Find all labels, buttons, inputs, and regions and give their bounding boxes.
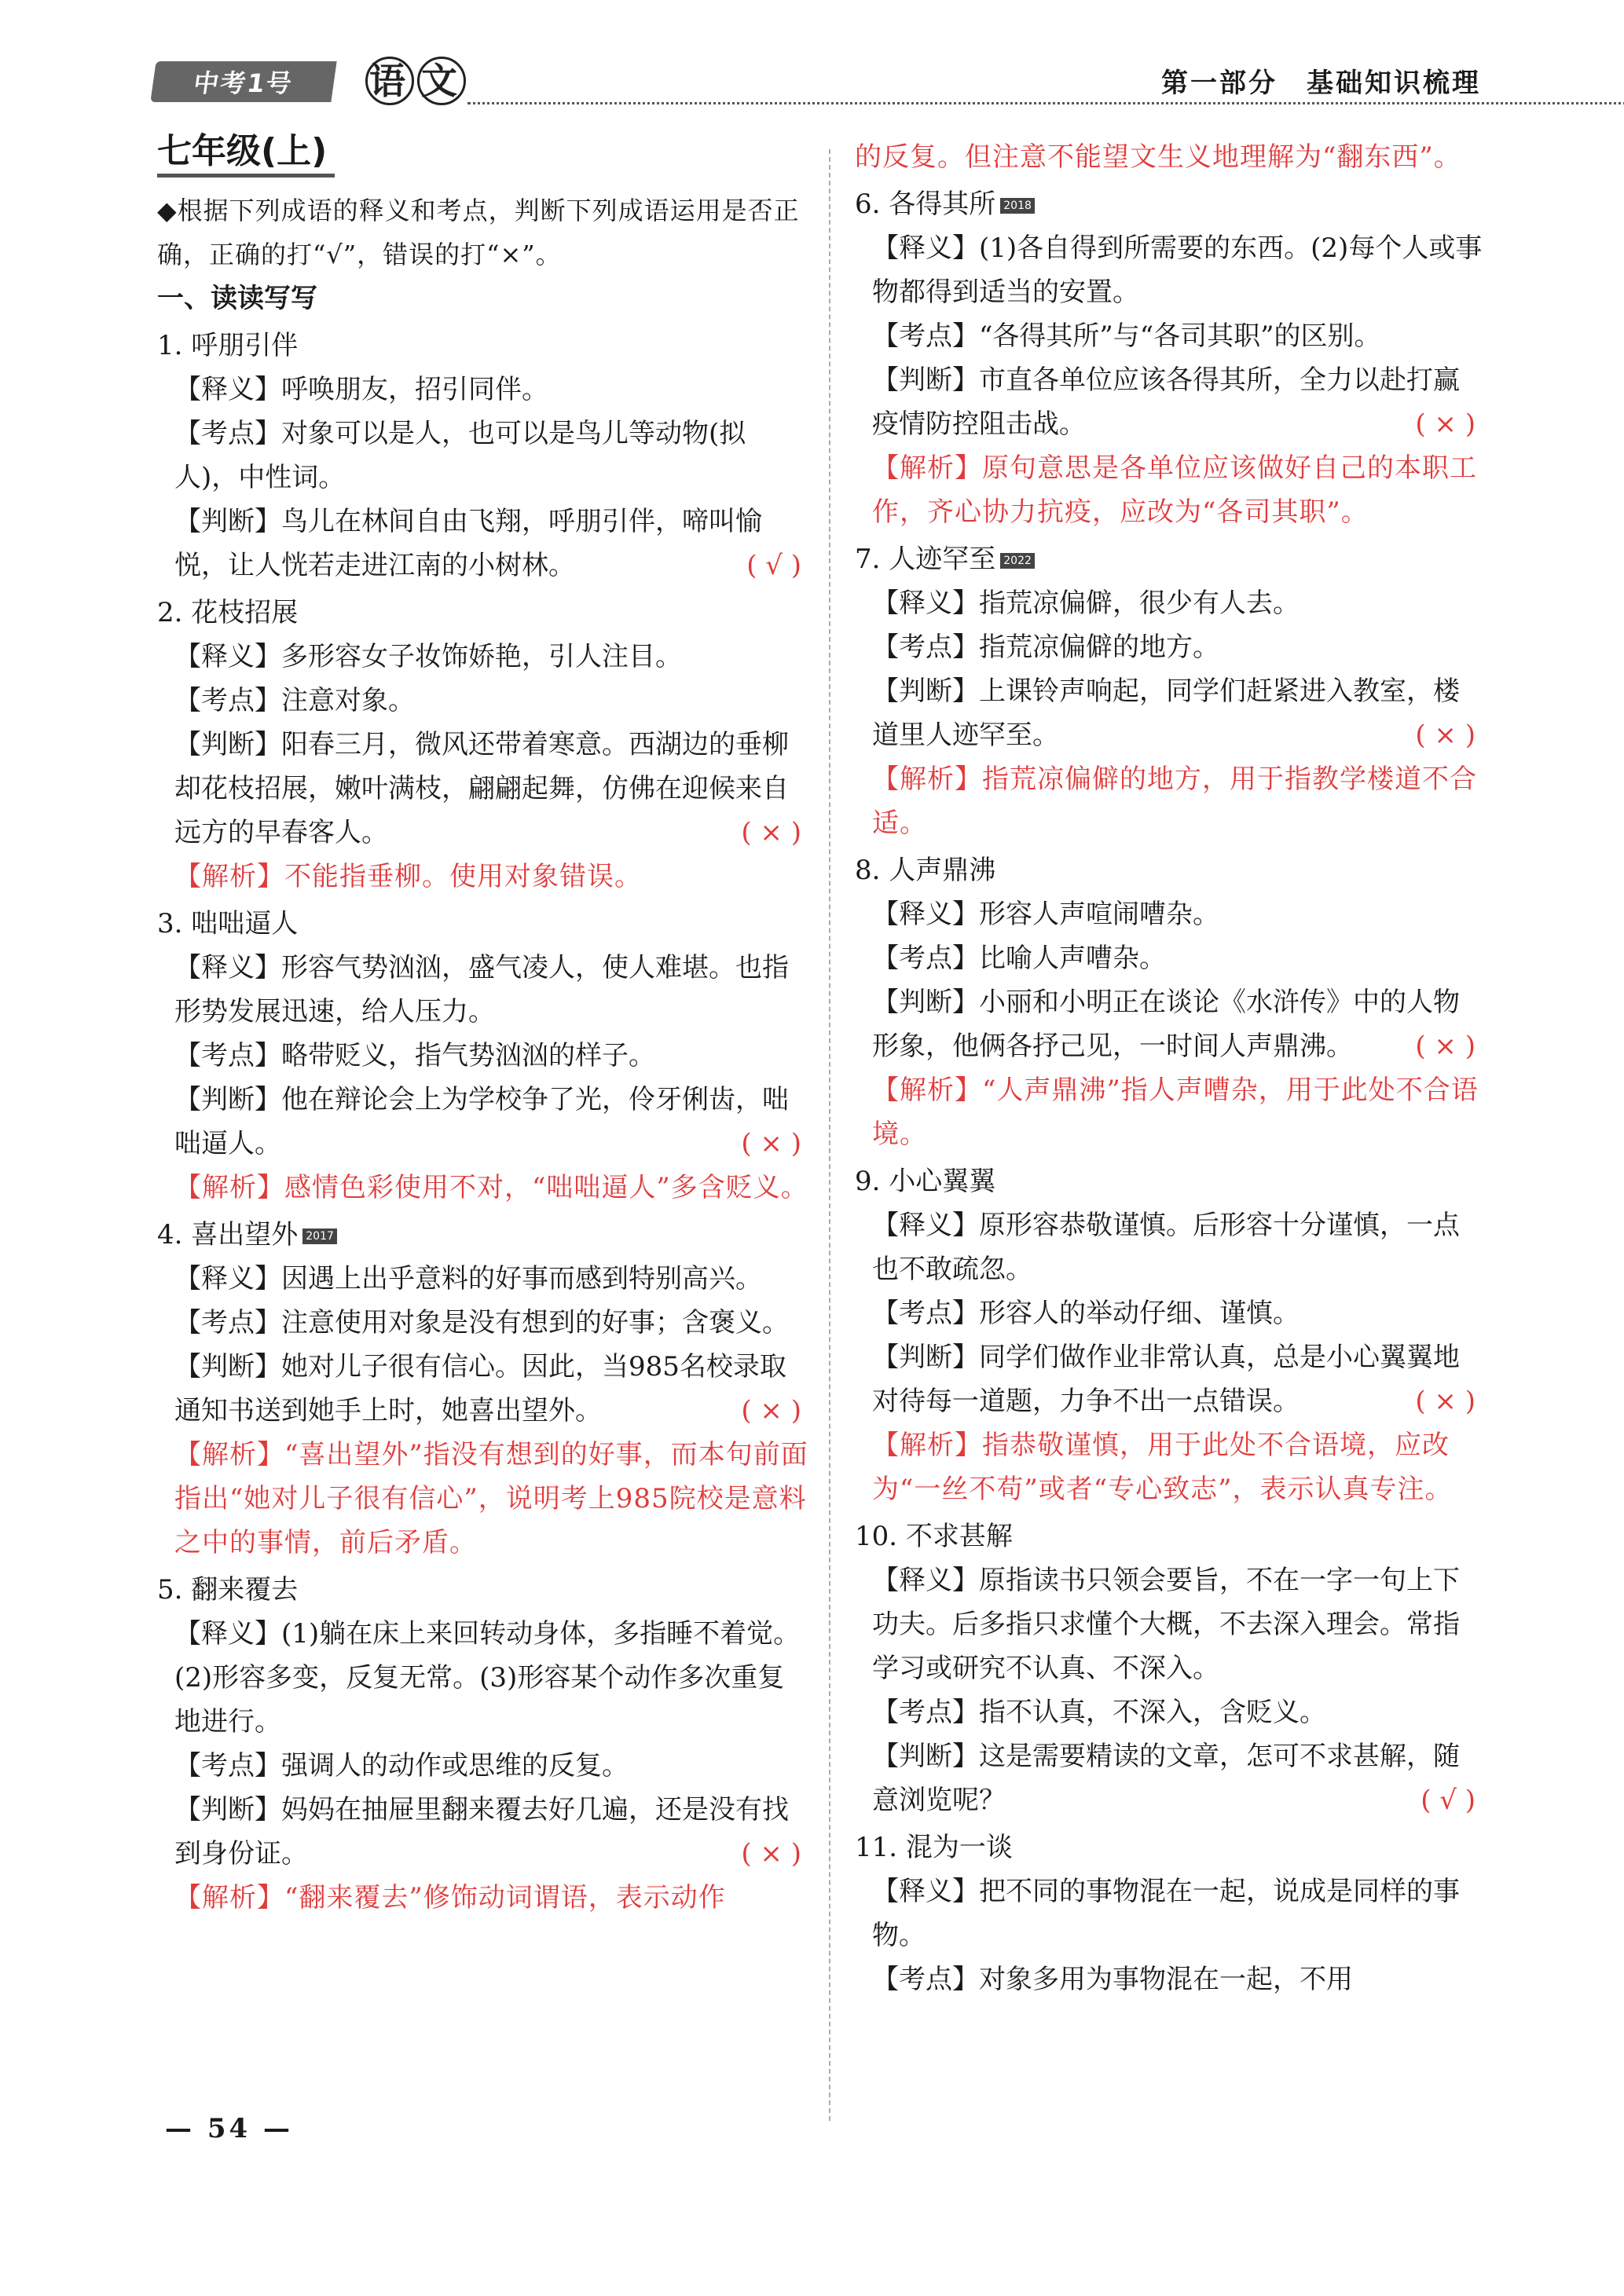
answer-mark [741, 1832, 801, 1876]
entry-point: 【考点】“各得其所”与“各司其职”的区别。 [872, 320, 1381, 352]
entry-judge [157, 1078, 809, 1166]
page-header [153, 55, 1497, 110]
entry-judge [855, 980, 1483, 1068]
entry-judge [855, 358, 1483, 446]
entry-meaning: 【释义】(1)躺在床上来回转动身体，多指睡不着觉。(2)形容多变，反复无常。(3)形容某个动作多次重复地进行。 [174, 1618, 801, 1738]
entry-point: 【考点】指荒凉偏僻的地方。 [872, 632, 1219, 663]
year-tag: 2022 [1000, 553, 1035, 569]
entry-point: 【考点】对象可以是人，也可以是鸟儿等动物(拟人)，中性词。 [174, 418, 746, 493]
entry-title: 9. 小心翼翼 [855, 1166, 996, 1197]
subject-char-2: 文 [417, 57, 466, 105]
entry [157, 591, 809, 899]
column-divider [829, 149, 830, 2121]
answer-mark-text: ( × ) [1415, 408, 1476, 440]
entry-analysis: 【解析】原句意思是各单位应该做好自己的本职工作，齐心协力抗疫，应改为“各司其职”。 [872, 452, 1477, 528]
entry-judge [157, 1345, 809, 1433]
entry-meaning: 【释义】把不同的事物混在一起，说成是同样的事物。 [872, 1876, 1460, 1951]
entry-meaning: 【释义】形容人声喧闹嘈杂。 [872, 899, 1219, 930]
entry-judge [157, 723, 809, 855]
entry [157, 902, 809, 1210]
entry-title: 8. 人声鼎沸 [855, 855, 996, 886]
entry-title: 5. 翻来覆去 [157, 1574, 299, 1606]
entry-analysis: 【解析】“人声鼎沸”指人声嘈杂，用于此处不合语境。 [872, 1075, 1479, 1150]
right-column [855, 135, 1483, 2001]
entry-judge-text: 【判断】鸟儿在林间自由飞翔，呼朋引伴，啼叫愉悦，让人恍若走进江南的小树林。 [174, 506, 762, 581]
year-tag: 2018 [1000, 198, 1035, 214]
entry-title [157, 1213, 809, 1257]
answer-mark [1415, 713, 1476, 757]
entry-judge-text: 【判断】这是需要精读的文章，怎可不求甚解，随意浏览呢？ [872, 1741, 1460, 1816]
entry-judge-text: 【判断】小丽和小明正在谈论《水浒传》中的人物形象，他俩各抒己见，一时间人声鼎沸。 [872, 987, 1460, 1062]
entry-point: 【考点】比喻人声嘈杂。 [872, 943, 1166, 974]
answer-mark [746, 544, 801, 588]
entry [855, 537, 1483, 845]
answer-mark [741, 1122, 801, 1166]
answer-mark-text: ( × ) [1415, 1386, 1476, 1417]
entry-title [855, 182, 1483, 226]
entry [855, 848, 1483, 1156]
entry-judge [855, 1335, 1483, 1423]
book-badge: 中考1号 [150, 61, 336, 102]
entry-point: 【考点】指不认真，不深入，含贬义。 [872, 1697, 1326, 1728]
answer-mark [741, 811, 801, 855]
answer-mark [1421, 1778, 1476, 1822]
answer-mark [741, 1389, 801, 1433]
entry-meaning: 【释义】多形容女子妆饰娇艳，引人注目。 [174, 641, 682, 672]
continued-analysis: 的反复。但注意不能望文生义地理解为“翻东西”。 [855, 141, 1461, 173]
grade-title: 七年级(上) [157, 130, 335, 178]
entry-judge [157, 500, 809, 588]
entry-judge-text: 【判断】市直各单位应该各得其所，全力以赴打赢疫情防控阻击战。 [872, 364, 1460, 440]
answer-mark-text: ( × ) [741, 1838, 801, 1869]
entry-point: 【考点】注意使用对象是没有想到的好事；含褒义。 [174, 1307, 789, 1338]
entry-title: 3. 咄咄逼人 [157, 908, 299, 939]
entry-analysis: 【解析】“翻来覆去”修饰动词谓语，表示动作 [174, 1882, 726, 1913]
entry-title-text: 6. 各得其所 [855, 189, 996, 220]
entry-point: 【考点】对象多用为事物混在一起，不用 [872, 1964, 1353, 1995]
page-number: — 54 — [165, 2113, 293, 2144]
entry [855, 1159, 1483, 1511]
answer-mark-text: ( × ) [741, 1395, 801, 1426]
answer-mark-text: ( √ ) [746, 550, 801, 581]
entry-point: 【考点】略带贬义，指气势汹汹的样子。 [174, 1040, 655, 1071]
entry-point: 【考点】强调人的动作或思维的反复。 [174, 1750, 629, 1782]
answer-mark-text: ( × ) [1415, 720, 1476, 751]
answer-mark [1415, 1379, 1476, 1423]
entry-meaning: 【释义】原形容恭敬谨慎。后形容十分谨慎，一点也不敢疏忽。 [872, 1210, 1460, 1285]
answer-mark-text: ( × ) [741, 1128, 801, 1159]
entry-meaning: 【释义】呼唤朋友，招引同伴。 [174, 374, 548, 405]
entry-title: 2. 花枝招展 [157, 597, 299, 628]
instructions: ◆根据下列成语的释义和考点，判断下列成语运用是否正确，正确的打“√”，错误的打“×”。 [157, 196, 800, 269]
subject-char-1: 语 [365, 57, 414, 105]
header-rule [467, 102, 1624, 104]
entry-analysis: 【解析】“喜出望外”指没有想到的好事，而本句前面指出“她对儿子很有信心”，说明考上985院校是意料之中的事情，前后矛盾。 [174, 1439, 808, 1558]
entry-title [855, 537, 1483, 581]
entry-analysis: 【解析】指荒凉偏僻的地方，用于指教学楼道不合适。 [872, 764, 1477, 839]
entry-meaning: 【释义】(1)各自得到所需要的东西。(2)每个人或事物都得到适当的安置。 [872, 233, 1483, 308]
answer-mark-text: ( × ) [1415, 1031, 1476, 1062]
entry [855, 182, 1483, 534]
left-column [157, 130, 809, 1920]
entry-analysis: 【解析】指恭敬谨慎，用于此处不合语境，应改为“一丝不苟”或者“专心致志”，表示认真专注。 [872, 1430, 1453, 1505]
entry-judge-text: 【判断】她对儿子很有信心。因此，当985名校录取通知书送到她手上时，她喜出望外。 [174, 1351, 786, 1426]
entry-judge-text: 【判断】阳春三月，微风还带着寒意。西湖边的垂柳却花枝招展，嫩叶满枝，翩翩起舞，仿佛在迎候来自远方的早春客人。 [174, 729, 789, 848]
entry-meaning: 【释义】指荒凉偏僻，很少有人去。 [872, 588, 1300, 619]
entry-title: 1. 呼朋引伴 [157, 330, 299, 361]
entry-point: 【考点】注意对象。 [174, 685, 415, 716]
entry [855, 1825, 1483, 2001]
year-tag: 2017 [302, 1229, 337, 1244]
answer-mark [1415, 402, 1476, 446]
answer-mark-text: ( √ ) [1421, 1785, 1476, 1816]
subsection-title: 一、读读写写 [157, 283, 317, 314]
entry-judge-text: 【判断】他在辩论会上为学校争了光，伶牙俐齿，咄咄逼人。 [174, 1084, 789, 1159]
entry-judge-text: 【判断】同学们做作业非常认真，总是小心翼翼地对待每一道题，力争不出一点错误。 [872, 1342, 1460, 1417]
entry-meaning: 【释义】原指读书只领会要旨，不在一字一句上下功夫。后多指只求懂个大概，不去深入理会。常指学习或研究不认真、不深入。 [872, 1565, 1460, 1684]
entry [157, 1213, 809, 1565]
entry-analysis: 【解析】感情色彩使用不对，“咄咄逼人”多含贬义。 [174, 1172, 808, 1203]
entry-judge-text: 【判断】上课铃声响起，同学们赶紧进入教室，楼道里人迹罕至。 [872, 676, 1460, 751]
entry-judge-text: 【判断】妈妈在抽屉里翻来覆去好几遍，还是没有找到身份证。 [174, 1794, 789, 1869]
subject-logo [365, 57, 469, 105]
entry-judge [855, 669, 1483, 757]
entry [855, 1514, 1483, 1822]
entry-title-text: 7. 人迹罕至 [855, 544, 996, 575]
entry-analysis: 【解析】不能指垂柳。使用对象错误。 [174, 861, 642, 892]
entry-title-text: 4. 喜出望外 [157, 1219, 299, 1251]
entry-judge [157, 1788, 809, 1876]
entry-judge [855, 1734, 1483, 1822]
answer-mark [1415, 1024, 1476, 1068]
entry-point: 【考点】形容人的举动仔细、谨慎。 [872, 1298, 1300, 1329]
entry-title: 10. 不求甚解 [855, 1521, 1013, 1552]
entry [157, 324, 809, 588]
entry-meaning: 【释义】形容气势汹汹，盛气凌人，使人难堪。也指形势发展迅速，给人压力。 [174, 952, 789, 1027]
entry [157, 1568, 809, 1920]
section-title: 第一部分 基础知识梳理 [1161, 68, 1481, 99]
answer-mark-text: ( × ) [741, 817, 801, 848]
entry-meaning: 【释义】因遇上出乎意料的好事而感到特别高兴。 [174, 1263, 762, 1294]
entry-title: 11. 混为一谈 [855, 1832, 1013, 1863]
